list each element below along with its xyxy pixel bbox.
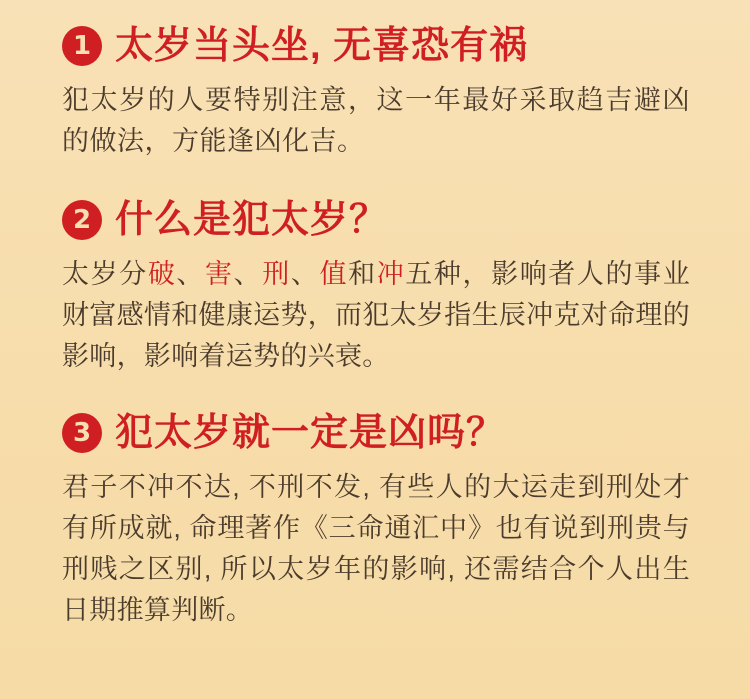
section-2-title: 什么是犯太岁？: [115, 199, 389, 242]
section-3-title: 犯太岁就一定是凶吗？: [115, 412, 506, 455]
section-1-paragraph: 犯太岁的人要特别注意，这一年最好采取趋吉避凶的做法，方能逢凶化吉。: [62, 85, 690, 157]
section-1-title: 太岁当头坐, 无喜恐有祸: [115, 25, 529, 67]
section-3-heading: [62, 413, 690, 453]
highlighted-term: 值: [319, 259, 349, 290]
section-2-number-badge: 2: [62, 200, 102, 240]
highlighted-term: 害: [205, 259, 234, 290]
text-run: 、: [176, 259, 206, 290]
highlighted-term: 刑: [262, 259, 291, 290]
section-1-heading: [62, 26, 690, 66]
section-2-paragraph: [62, 254, 690, 377]
section-3-paragraph: 君子不冲不达, 不刑不发, 有些人的大运走到刑处才有所成就, 命理著作《三命通汇中》也有说到刑贵与刑贱之区别, 所以太岁年的影响, 还需结合个人出生日期推算判断。: [62, 472, 690, 626]
section-1: [62, 26, 690, 162]
highlighted-term: 破: [147, 259, 177, 290]
highlighted-term: 冲: [376, 259, 406, 290]
section-2: [62, 200, 690, 377]
text-run: 、: [233, 259, 263, 290]
section-3-number-badge: 3: [62, 413, 102, 453]
text-run: 五种，影响者人的事业财富感情和健康运势，而犯太岁指生辰冲克对命理的影响，影响着运势的兴衰。: [62, 259, 690, 372]
text-run: 和: [348, 259, 377, 290]
section-2-heading: [62, 200, 690, 240]
text-run: 太岁分: [62, 259, 148, 290]
section-1-number-badge: 1: [62, 26, 102, 66]
section-3: [62, 413, 690, 631]
text-run: 、: [290, 259, 320, 290]
